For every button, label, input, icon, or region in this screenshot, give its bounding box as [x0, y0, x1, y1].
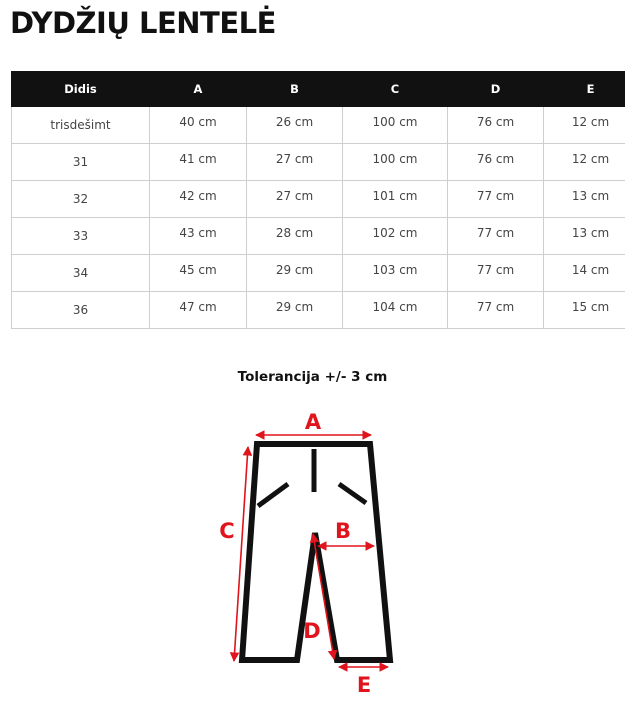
size-cell: trisdešimt — [12, 107, 150, 144]
measure-cell: 15 cm — [544, 292, 625, 329]
measure-cell: 12 cm — [544, 107, 625, 144]
measure-cell: 77 cm — [448, 255, 544, 292]
table-row — [12, 292, 625, 329]
table-row — [12, 255, 625, 292]
measure-cell: 28 cm — [247, 218, 343, 255]
measure-cell: 77 cm — [448, 218, 544, 255]
measure-cell: 104 cm — [343, 292, 448, 329]
measure-cell: 43 cm — [150, 218, 247, 255]
measure-cell: 14 cm — [544, 255, 625, 292]
header-d: D — [448, 72, 544, 107]
table-header-row — [12, 72, 625, 107]
measure-cell: 27 cm — [247, 144, 343, 181]
size-cell: 31 — [12, 144, 150, 181]
measure-cell: 13 cm — [544, 218, 625, 255]
label-d: D — [303, 619, 321, 643]
pants-measurement-diagram — [0, 390, 625, 727]
measure-cell: 41 cm — [150, 144, 247, 181]
tolerance-note: Tolerancija +/- 3 cm — [237, 369, 388, 385]
page-title: DYDŽIŲ LENTELĖ — [10, 6, 276, 40]
header-size: Didis — [12, 72, 150, 107]
measure-cell: 102 cm — [343, 218, 448, 255]
table-row — [12, 144, 625, 181]
header-b: B — [247, 72, 343, 107]
label-c: C — [219, 519, 235, 543]
size-cell: 34 — [12, 255, 150, 292]
table-row — [12, 218, 625, 255]
measure-cell: 45 cm — [150, 255, 247, 292]
measure-cell: 76 cm — [448, 107, 544, 144]
size-cell: 32 — [12, 181, 150, 218]
measure-cell: 77 cm — [448, 292, 544, 329]
measure-cell: 77 cm — [448, 181, 544, 218]
header-e: E — [544, 72, 625, 107]
measure-cell: 100 cm — [343, 107, 448, 144]
table-row — [12, 107, 625, 144]
measure-cell: 42 cm — [150, 181, 247, 218]
measure-cell: 40 cm — [150, 107, 247, 144]
header-a: A — [150, 72, 247, 107]
measure-cell: 13 cm — [544, 181, 625, 218]
size-table — [11, 71, 625, 329]
header-c: C — [343, 72, 448, 107]
table-row — [12, 181, 625, 218]
measure-cell: 100 cm — [343, 144, 448, 181]
measure-cell: 12 cm — [544, 144, 625, 181]
size-cell: 33 — [12, 218, 150, 255]
label-e: E — [356, 673, 372, 697]
measure-cell: 26 cm — [247, 107, 343, 144]
measure-cell: 103 cm — [343, 255, 448, 292]
label-b: B — [334, 519, 352, 543]
size-cell: 36 — [12, 292, 150, 329]
label-a: A — [304, 410, 322, 434]
measure-cell: 101 cm — [343, 181, 448, 218]
measure-cell: 47 cm — [150, 292, 247, 329]
measure-cell: 29 cm — [247, 255, 343, 292]
measure-cell: 76 cm — [448, 144, 544, 181]
measure-cell: 29 cm — [247, 292, 343, 329]
measure-cell: 27 cm — [247, 181, 343, 218]
